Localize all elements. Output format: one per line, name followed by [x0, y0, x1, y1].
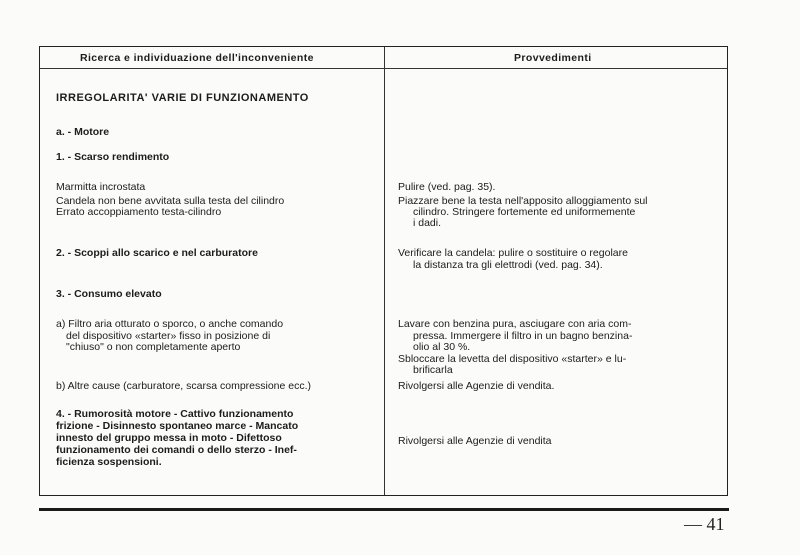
- item-3b: b) Altre cause (carburatore, scarsa compressione ecc.): [56, 380, 312, 392]
- subsection-motore: a. - Motore: [56, 126, 110, 138]
- item-3a-remedy-1-line-1: Lavare con benzina pura, asciugare con aria com-: [398, 318, 632, 330]
- item-1-cause-1: Marmitta incrostata: [56, 181, 146, 193]
- item-3-title: 3. - Consumo elevato: [56, 288, 162, 300]
- page-number: — 41: [684, 514, 725, 534]
- item-4-line-4: funzionamento dei comandi o dello sterzo - Inef-: [56, 444, 297, 456]
- header-cause: Ricerca e individuazione dell'inconveniente: [80, 52, 314, 64]
- item-3a-remedy-1-line-3: olio al 30 %.: [413, 341, 471, 353]
- item-2-remedy-line-2: la distanza tra gli elettrodi (ved. pag. 34).: [413, 259, 603, 271]
- item-1-title: 1. - Scarso rendimento: [56, 151, 170, 163]
- item-1-remedy-2-line-2: cilindro. Stringere fortemente ed uniformemente: [413, 206, 636, 218]
- item-3a-line-1: a) Filtro aria otturato o sporco, o anche comando: [56, 318, 284, 330]
- header-remedy: Provvedimenti: [514, 52, 592, 64]
- item-3a-remedy-2-line-1: Sbloccare la levetta del dispositivo «starter» e lu-: [398, 353, 627, 365]
- item-3a-remedy-1-line-2: pressa. Immergere il filtro in un bagno benzina-: [413, 330, 633, 342]
- item-1-cause-2: Candela non bene avvitata sulla testa del cilindro: [56, 195, 285, 207]
- column-divider: [384, 47, 385, 495]
- item-1-remedy-1: Pulire (ved. pag. 35).: [398, 181, 496, 193]
- item-1-cause-3: Errato accoppiamento testa-cilindro: [56, 206, 222, 218]
- item-1-remedy-2-line-3: i dadi.: [413, 217, 442, 229]
- item-4-line-1: 4. - Rumorosità motore - Cattivo funzionamento: [56, 408, 294, 420]
- item-3b-remedy: Rivolgersi alle Agenzie di vendita.: [398, 380, 555, 392]
- item-4-line-5: ficienza sospensioni.: [56, 456, 162, 468]
- item-3a-remedy-2-line-2: brificarla: [413, 364, 453, 376]
- page-bottom-rule: [39, 508, 729, 511]
- item-2-remedy-line-1: Verificare la candela: pulire o sostituire o regolare: [398, 247, 628, 259]
- section-title: IRREGOLARITA' VARIE DI FUNZIONAMENTO: [56, 92, 309, 104]
- item-2-title: 2. - Scoppi allo scarico e nel carburatore: [56, 247, 258, 259]
- item-3a-line-2: del dispositivo «starter» fisso in posizione di: [66, 330, 271, 342]
- item-3a-line-3: "chiuso" o non completamente aperto: [66, 341, 241, 353]
- troubleshooting-table: [39, 46, 728, 496]
- item-1-remedy-2-line-1: Piazzare bene la testa nell'apposito alloggiamento sul: [398, 195, 648, 207]
- item-4-line-2: frizione - Disinnesto spontaneo marce - Mancato: [56, 420, 299, 432]
- item-4-remedy: Rivolgersi alle Agenzie di vendita: [398, 435, 552, 447]
- header-rule: [40, 68, 727, 69]
- item-4-line-3: innesto del gruppo messa in moto - Difettoso: [56, 432, 282, 444]
